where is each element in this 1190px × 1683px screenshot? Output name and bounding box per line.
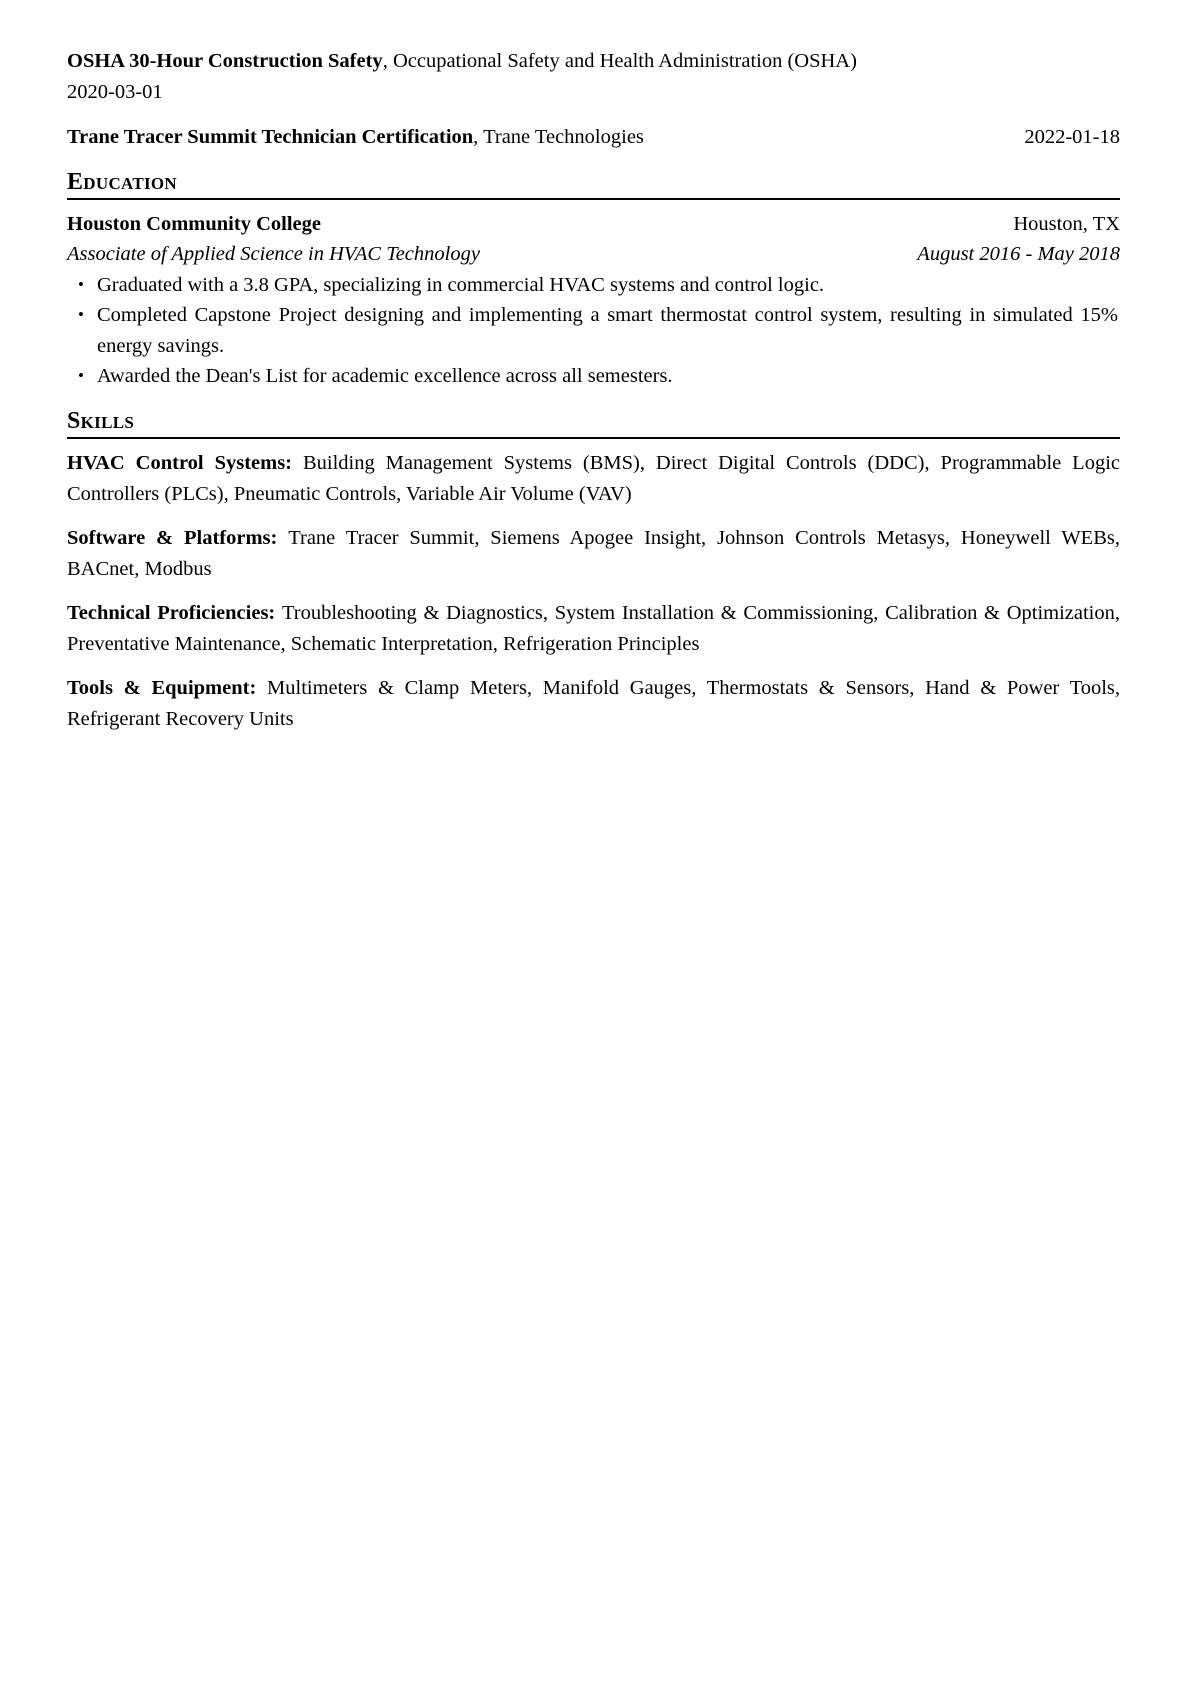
certification-name: OSHA 30-Hour Construction Safety	[67, 50, 383, 72]
education-bullet-list	[67, 270, 1120, 392]
certification-entry	[67, 46, 1120, 108]
education-dates: August 2016 - May 2018	[917, 242, 1120, 265]
certification-separator: ,	[382, 50, 393, 72]
education-location: Houston, TX	[1013, 212, 1120, 235]
skill-group-label: Software & Platforms:	[67, 526, 289, 549]
list-item: • Completed Capstone Project designing and implementing a smart thermostat control system, resulting in simulated 15% energy savings.	[67, 300, 1120, 361]
section-title-skills: Skills	[67, 407, 135, 434]
certification-entry	[67, 122, 1120, 153]
skill-group-values: Building Management Systems (BMS), Direct Digital Controls (DDC), Programmable Logic Controllers (PLCs), Pneumatic Controls, Variable Air Volume (VAV)	[67, 451, 1121, 505]
skill-group-label: HVAC Control Systems:	[67, 451, 303, 474]
list-item: • Graduated with a 3.8 GPA, specializing in commercial HVAC systems and control logic.	[67, 270, 1120, 301]
skill-group-label: Tools & Equipment:	[67, 676, 268, 699]
certification-issuer: Trane Technologies	[483, 126, 644, 148]
section-divider	[67, 437, 1120, 439]
skill-group	[67, 598, 1120, 660]
certification-issuer: Occupational Safety and Health Administration (OSHA)	[392, 50, 857, 72]
skill-group	[67, 448, 1120, 510]
education-entry	[67, 209, 1120, 392]
skill-group	[67, 673, 1120, 735]
list-item: • Awarded the Dean's List for academic excellence across all semesters.	[67, 361, 1120, 392]
education-school: Houston Community College	[67, 212, 321, 235]
certification-heading-line	[67, 122, 1120, 153]
skill-group-values: Troubleshooting & Diagnostics, System Installation & Commissioning, Calibration & Optimization, Preventative Maintenance, Schematic Interpretation, Refrigeration Principles	[67, 601, 1120, 655]
education-section	[67, 169, 1120, 392]
skill-group	[67, 523, 1120, 585]
certification-name: Trane Tracer Summit Technician Certification	[67, 126, 474, 148]
skills-section	[67, 408, 1120, 735]
certification-separator: ,	[473, 126, 484, 148]
certification-date: 2020-03-01	[67, 81, 163, 103]
skill-group-values: Multimeters & Clamp Meters, Manifold Gauges, Thermostats & Sensors, Hand & Power Tools, Refrigerant Recovery Units	[67, 676, 1121, 730]
education-entry-header	[67, 209, 1120, 239]
resume-content	[67, 46, 1120, 735]
certification-date: 2022-01-18	[1024, 126, 1120, 148]
education-entry-subheader	[67, 239, 1120, 269]
skill-group-values: Trane Tracer Summit, Siemens Apogee Insight, Johnson Controls Metasys, Honeywell WEBs, BACnet, Modbus	[67, 526, 1120, 580]
education-degree: Associate of Applied Science in HVAC Technology	[67, 242, 480, 265]
section-title-education: Education	[67, 169, 178, 195]
skill-group-label: Technical Proficiencies:	[67, 601, 282, 624]
section-divider	[67, 198, 1120, 200]
certification-heading-line	[67, 46, 1120, 77]
